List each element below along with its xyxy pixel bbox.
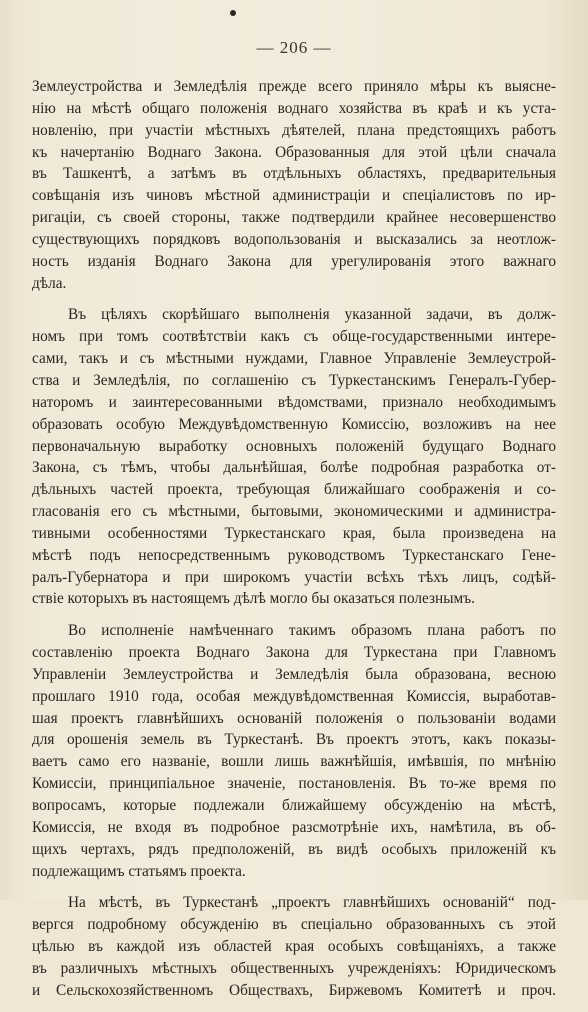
text-line: новленію, при участіи мѣстныхъ дѣятелей, плана предстоящихъ работъ: [32, 121, 556, 139]
text-line: Землеустройства и Земледѣлія прежде всего приняло мѣры къ выясне-: [32, 78, 556, 95]
text-line: вергся подробному обсужденію въ спеціально образованныхъ съ этой: [32, 916, 556, 934]
text-line: первоначальную выработку основныхъ положеній будущаго Воднаго: [32, 437, 556, 455]
paragraph: [32, 892, 556, 1001]
text-line: Закона, съ тѣмъ, чтобы дальнѣйшая, болѣе подробная разработка от-: [32, 459, 556, 477]
text-line: въ Ташкентѣ, а затѣмъ въ отдѣльныхъ областяхъ, предварительныя: [32, 165, 556, 183]
text-line: наторомъ и заинтересованными вѣдомствами, признало необходимымъ: [32, 393, 556, 411]
text-line: дѣла.: [32, 274, 67, 292]
text-line: шая проектъ главнѣйшихъ основаній положенія о пользованіи водами: [32, 709, 556, 727]
text-line: Во исполненіе намѣченнаго такимъ образомъ плана работъ по: [68, 622, 556, 640]
text-line: вопросамъ, которые подлежали ближайшему обсужденію на мѣстѣ,: [32, 797, 556, 814]
paragraph: [32, 620, 556, 882]
text-line: совѣщанія изъ чиновъ мѣстной администраціи и спеціалистовъ по ир-: [32, 187, 556, 205]
text-line: ваетъ само его названіе, вошли лишь важнѣйшія, имѣвшія, по мнѣнію: [32, 753, 556, 771]
text-line: мѣстѣ подъ непосредственнымъ руководствомъ Туркестанскаго Гене-: [32, 546, 556, 564]
text-line: образовать особую Междувѣдомственную Комиссію, возложивъ на нее: [32, 415, 556, 433]
text-line: къ начертанію Воднаго Закона. Образованныя для этой цѣли сначала: [32, 143, 556, 161]
text-line: составленію проекта Воднаго Закона для Туркестана при Главномъ: [32, 644, 556, 662]
text-line: ность изданія Воднаго Закона для урегулированія этого важнаго: [32, 252, 556, 270]
text-line: цѣлью въ каждой изъ областей края особыхъ совѣщаніяхъ, а также: [32, 938, 556, 956]
text-line: нію на мѣстѣ общаго положенія воднаго хозяйства въ краѣ и къ уста-: [32, 99, 556, 117]
text-line: ралъ-Губернатора и при широкомъ участіи всѣхъ тѣхъ лицъ, содѣй-: [32, 568, 556, 586]
paragraph: [32, 76, 556, 294]
text-line: номъ при томъ соотвѣтствіи какъ съ обще-государственными интере-: [32, 328, 556, 346]
page-number: — 206 —: [256, 38, 332, 57]
paragraph: [32, 304, 556, 610]
text-line: ствіе которыхъ въ настоящемъ дѣлѣ могло бы оказаться полезнымъ.: [32, 590, 475, 608]
text-line: Управленіи Землеустройства и Земледѣлія была образована, весною: [32, 665, 556, 683]
text-line: щихъ чертахъ, рядъ предположеній, въ видѣ особыхъ приложеній къ: [32, 840, 556, 858]
text-line: для орошенія земель въ Туркестанѣ. Въ проектъ этотъ, какъ показы-: [32, 731, 556, 749]
text-line: ства и Земледѣлія, по соглашенію съ Туркестанскимъ Генералъ-Губер-: [32, 371, 556, 389]
text-line: тивными особенностями Туркестанскаго края, была произведена на: [32, 524, 556, 542]
text-line: дѣльныхъ частей проекта, требующая ближайшаго соображенія и со-: [32, 481, 556, 499]
text-line: На мѣстѣ, въ Туркестанѣ „проектъ главнѣйшихъ основаній“ под-: [68, 894, 556, 912]
text-line: и Сельскохозяйственномъ Обществахъ, Биржевомъ Комитетѣ и проч.: [32, 981, 556, 999]
text-line: прошлаго 1910 года, особая междувѣдомственная Комиссія, выработав-: [32, 687, 556, 705]
text-line: гласованія его съ мѣстными, бытовыми, экономическими и администра-: [32, 503, 556, 521]
text-line: сами, такъ и съ мѣстными нуждами, Главное Управленіе Землеустрой-: [32, 350, 556, 368]
text-line: Въ цѣляхъ скорѣйшаго выполненія указанной задачи, въ долж-: [68, 306, 556, 324]
text-line: ригаціи, съ своей стороны, также подтвердили крайнее несовершенство: [32, 209, 556, 227]
text-line: Комиссія, не входя въ подробное разсмотрѣніе ихъ, намѣтила, въ об-: [32, 818, 556, 836]
text-line: въ различныхъ мѣстныхъ общественныхъ учрежденіяхъ: Юридическомъ: [32, 959, 556, 977]
ink-dot-mark: [230, 10, 236, 16]
text-line: Комиссіи, принципіальное значеніе, постановленія. Въ то-же время по: [32, 775, 556, 793]
text-line: существующихъ порядковъ водопользованія и высказались за неотлож-: [32, 230, 556, 248]
text-line: подлежащимъ статьямъ проекта.: [32, 862, 246, 880]
document-body: [32, 76, 556, 1012]
